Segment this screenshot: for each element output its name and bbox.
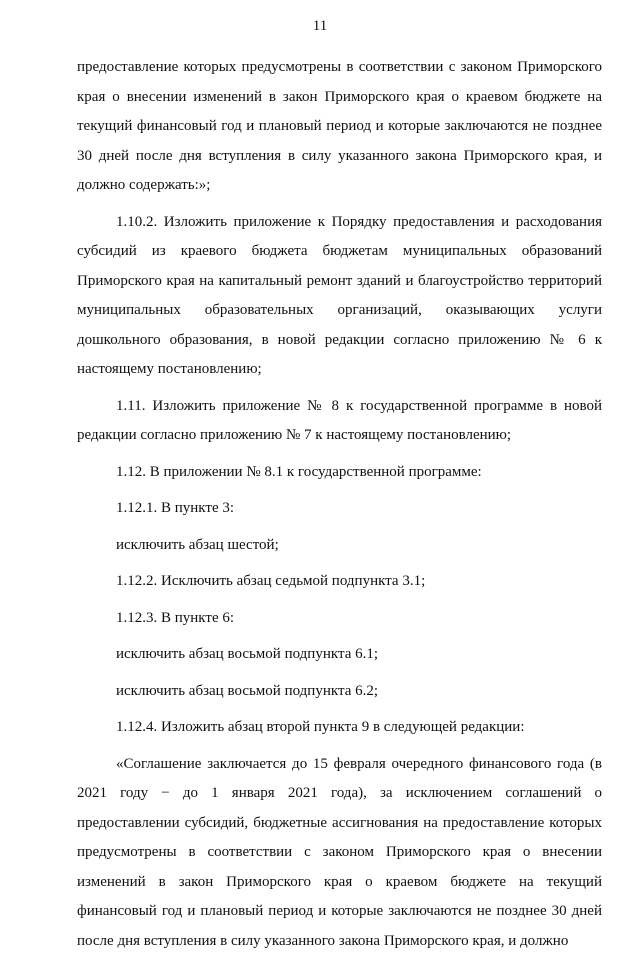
paragraph-1-12-2: 1.12.2. Исключить абзац седьмой подпункта 3.1; xyxy=(77,567,602,597)
document-body xyxy=(77,53,602,956)
paragraph-1-12-1: 1.12.1. В пункте 3: xyxy=(77,494,602,524)
paragraph-agreement-quote: «Соглашение заключается до 15 февраля очередного финансового года (в 2021 году − до 1 января 2021 года), за исключением соглашений о предоставлении субсидий, бюджетные ассигнования на предоставление которых предусмотрены в соответствии с законом Приморского края о внесении изменений в закон Приморского края о краевом бюджете на текущий финансовый год и плановый период и которые заключаются не позднее 30 дней после дня вступления в силу указанного закона Приморского края, и должно xyxy=(77,750,602,956)
paragraph-continuation: предоставление которых предусмотрены в соответствии с законом Приморского края о внесении изменений в закон Приморского края о краевом бюджете на текущий финансовый год и плановый период и которые заключаются не позднее 30 дней после дня вступления в силу указанного закона Приморского края, и должно содержать:»; xyxy=(77,53,602,201)
paragraph-1-12-3: 1.12.3. В пункте 6: xyxy=(77,604,602,634)
paragraph-1-12: 1.12. В приложении № 8.1 к государственной программе: xyxy=(77,458,602,488)
paragraph-1-11: 1.11. Изложить приложение № 8 к государственной программе в новой редакции согласно приложению № 7 к настоящему постановлению; xyxy=(77,392,602,451)
paragraph-1-10-2: 1.10.2. Изложить приложение к Порядку предоставления и расходования субсидий из краевого бюджета бюджетам муниципальных образований Приморского края на капитальный ремонт зданий и благоустройство территорий муниципальных образовательных организаций, оказывающих услуги дошкольного образования, в новой редакции согласно приложению № 6 к настоящему постановлению; xyxy=(77,208,602,385)
page-number: 11 xyxy=(0,18,640,35)
paragraph-1-12-4: 1.12.4. Изложить абзац второй пункта 9 в следующей редакции: xyxy=(77,713,602,743)
paragraph-exclude-6-1: исключить абзац восьмой подпункта 6.1; xyxy=(77,640,602,670)
paragraph-exclude-sixth: исключить абзац шестой; xyxy=(77,531,602,561)
paragraph-exclude-6-2: исключить абзац восьмой подпункта 6.2; xyxy=(77,677,602,707)
